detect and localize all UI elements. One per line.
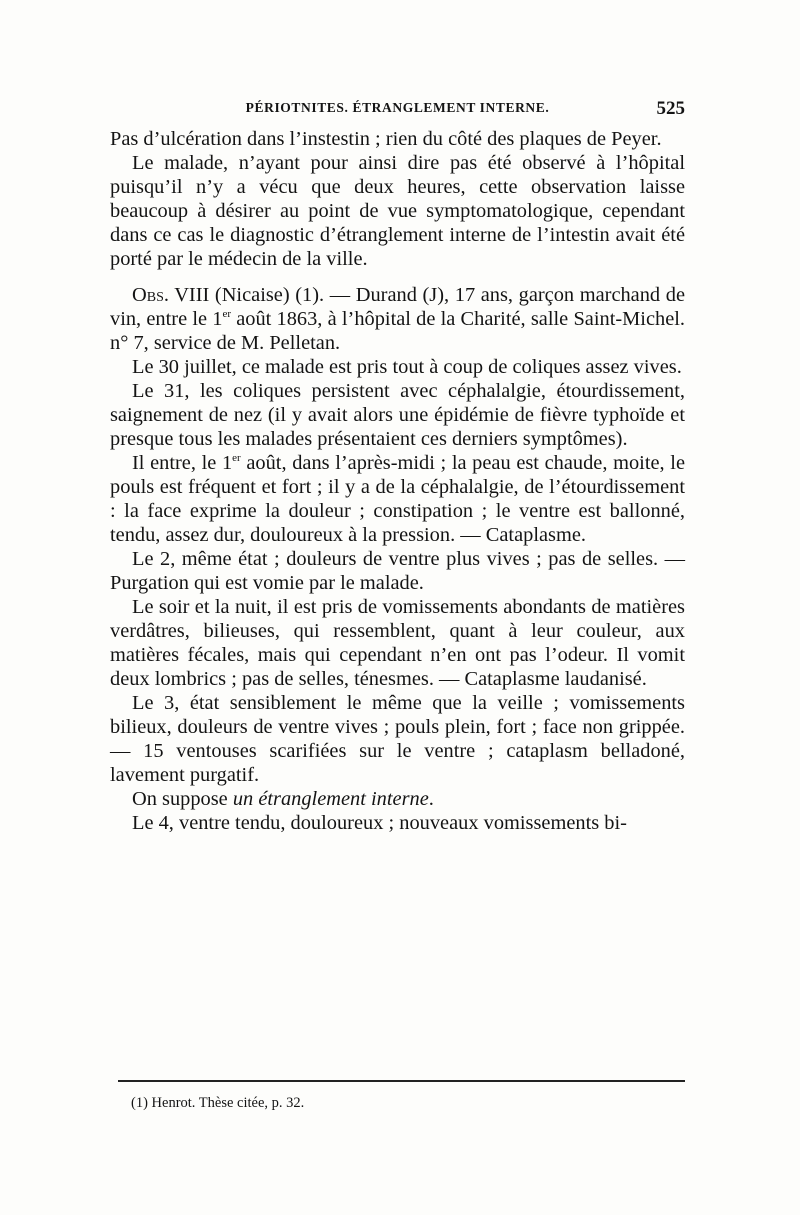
page-number: 525: [656, 98, 685, 119]
superscript: er: [222, 308, 231, 321]
observation-label: Obs. VIII: [132, 284, 210, 306]
paragraph: [110, 451, 685, 547]
paragraph-text: août, dans l’après-midi ; la peau est chaude, moite, le pouls est fréquent et fort ; il y a de la céphalalgie, de l’étourdissement : la face exprime la douleur ; constipation ; le ventre est ballonné, tendu, assez dur, douloureux à la pression. — Cataplasme.: [110, 452, 685, 546]
paragraph: Le soir et la nuit, il est pris de vomissements abondants de matières verdâtres, bilieuses, qui ressemblent, quant à leur couleur, aux matières fécales, mais qui cependant n’en ont pas l’odeur. Il vomit deux lombrics ; pas de selles, ténesmes. — Cataplasme laudanisé.: [110, 596, 685, 690]
paragraph-text: On suppose: [132, 788, 233, 810]
observation-paragraph: [110, 283, 685, 355]
paragraph: Le 31, les coliques persistent avec céphalalgie, étourdissement, saignement de nez (il y avait alors une épidémie de fièvre typhoïde et presque tous les malades présentaient ces derniers symptômes).: [110, 380, 685, 450]
paragraph: Le 3, état sensiblement le même que la veille ; vomissements bilieux, douleurs de ventre vives ; pouls plein, fort ; face non grippée. — 15 ventouses scarifiées sur le ventre ; cataplasm belladoné, lavement purgatif.: [110, 692, 685, 786]
paragraph-text: .: [428, 788, 434, 810]
paragraph: [110, 787, 685, 811]
superscript: er: [232, 452, 241, 465]
emphasis: un étranglement interne: [232, 788, 429, 810]
page-header: [110, 98, 685, 124]
paragraph-text: Il entre, le 1: [132, 452, 233, 474]
body-text: [110, 127, 685, 835]
footnote-divider: [118, 1080, 685, 1082]
paragraph: Le 4, ventre tendu, douloureux ; nouveaux vomissements bi-: [132, 812, 627, 834]
paragraph: Le 30 juillet, ce malade est pris tout à coup de coliques assez vives.: [132, 356, 682, 378]
paragraph-text: (Nicaise) (1). — Durand (J), 17 ans, garçon marchand de vin, entre le 1: [110, 284, 685, 330]
paragraph: Le malade, n’ayant pour ainsi dire pas été observé à l’hôpital puisqu’il n’y a vécu que deux heures, cette observation laisse beaucoup à désirer au point de vue symptomatologique, cependant dans ce cas le diagnostic d’étranglement interne de l’intestin avait été porté par le médecin de la ville.: [110, 152, 685, 270]
paragraph-text: août 1863, à l’hôpital de la Charité, salle Saint-Michel. n° 7, service de M. Pelletan.: [110, 308, 686, 354]
footnote: (1) Henrot. Thèse citée, p. 32.: [131, 1095, 305, 1111]
running-title: PÉRIOTNITES. ÉTRANGLEMENT INTERNE.: [245, 100, 550, 115]
paragraph: Le 2, même état ; douleurs de ventre plus vives ; pas de selles. — Purgation qui est vomie par le malade.: [110, 548, 685, 594]
paragraph: Pas d’ulcération dans l’instestin ; rien du côté des plaques de Peyer.: [110, 128, 662, 150]
